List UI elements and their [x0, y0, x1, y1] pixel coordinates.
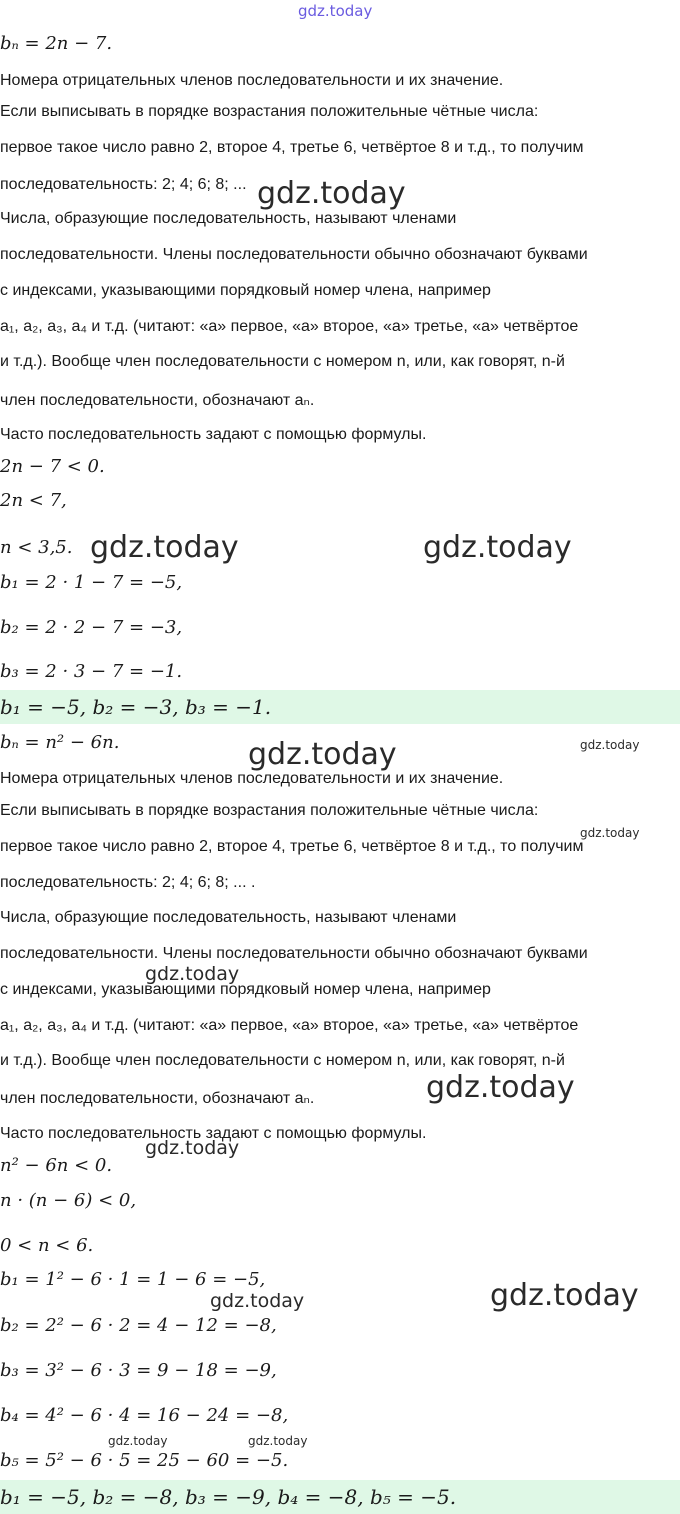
- part2-theory-line: последовательности. Члены последовательности обычно обозначают буквами: [0, 945, 588, 962]
- part2-step: b₃ = 3² − 6 · 3 = 9 − 18 = −9,: [0, 1360, 277, 1381]
- site-watermark: gdz.today: [580, 826, 640, 840]
- part1-answer: b₁ = −5, b₂ = −3, b₃ = −1.: [0, 690, 680, 724]
- part1-heading: Номера отрицательных членов последовательности и их значение.: [0, 72, 504, 89]
- part2-step: n² − 6n < 0.: [0, 1155, 113, 1176]
- part2-theory-line: Часто последовательность задают с помощью формулы.: [0, 1125, 427, 1142]
- site-watermark: gdz.today: [145, 963, 240, 985]
- part1-formula: bₙ = 2n − 7.: [0, 33, 113, 54]
- part1-theory-line: член последовательности, обозначают aₙ.: [0, 392, 315, 409]
- part2-theory-line: и т.д.). Вообще член последовательности с номером n, или, как говорят, n-й: [0, 1052, 565, 1069]
- part2-theory-line: a₁, a₂, a₃, a₄ и т.д. (читают: «a» первое, «a» второе, «a» третье, «a» четвёртое: [0, 1017, 579, 1034]
- part2-step: b₅ = 5² − 6 · 5 = 25 − 60 = −5.: [0, 1450, 289, 1471]
- site-watermark: gdz.today: [248, 737, 397, 772]
- site-watermark: gdz.today: [248, 1434, 308, 1448]
- part2-step: b₂ = 2² − 6 · 2 = 4 − 12 = −8,: [0, 1315, 277, 1336]
- part2-answer: b₁ = −5, b₂ = −8, b₃ = −9, b₄ = −8, b₅ = −5.: [0, 1480, 680, 1514]
- site-watermark: gdz.today: [145, 1137, 240, 1159]
- site-watermark: gdz.today: [257, 176, 406, 211]
- part1-step: n < 3,5.: [0, 537, 73, 558]
- part1-step: b₂ = 2 · 2 − 7 = −3,: [0, 617, 183, 638]
- part1-theory-line: a₁, a₂, a₃, a₄ и т.д. (читают: «a» первое, «a» второе, «a» третье, «a» четвёртое: [0, 318, 579, 335]
- part1-theory-line: последовательности. Члены последовательности обычно обозначают буквами: [0, 246, 588, 263]
- site-watermark: gdz.today: [423, 530, 572, 565]
- part2-theory-line: первое такое число равно 2, второе 4, третье 6, четвёртое 8 и т.д., то получим: [0, 838, 584, 855]
- site-watermark: gdz.today: [490, 1278, 639, 1313]
- part1-theory-line: Если выписывать в порядке возрастания положительные чётные числа:: [0, 103, 539, 120]
- part1-step: b₁ = 2 · 1 − 7 = −5,: [0, 572, 183, 593]
- site-watermark: gdz.today: [210, 1290, 305, 1312]
- part1-theory-line: с индексами, указывающими порядковый номер члена, например: [0, 282, 491, 299]
- part2-theory-line: член последовательности, обозначают aₙ.: [0, 1090, 315, 1107]
- part1-theory-line: Числа, образующие последовательность, называют членами: [0, 210, 457, 227]
- part2-step: n · (n − 6) < 0,: [0, 1190, 137, 1211]
- part1-step: 2n < 7,: [0, 490, 67, 511]
- part1-step: b₃ = 2 · 3 − 7 = −1.: [0, 661, 183, 682]
- part2-formula: bₙ = n² − 6n.: [0, 732, 120, 753]
- site-watermark: gdz.today: [426, 1070, 575, 1105]
- part1-theory-line: и т.д.). Вообще член последовательности с номером n, или, как говорят, n-й: [0, 353, 565, 370]
- site-watermark: gdz.today: [580, 738, 640, 752]
- part2-theory-line: Числа, образующие последовательность, называют членами: [0, 909, 457, 926]
- part1-theory-line: последовательность: 2; 4; 6; 8; ...: [0, 176, 247, 193]
- part2-step: b₁ = 1² − 6 · 1 = 1 − 6 = −5,: [0, 1269, 266, 1290]
- site-watermark-top: gdz.today: [298, 2, 373, 20]
- part1-step: 2n − 7 < 0.: [0, 456, 105, 477]
- site-watermark: gdz.today: [90, 530, 239, 565]
- part2-theory-line: последовательность: 2; 4; 6; 8; ... .: [0, 874, 256, 891]
- part1-theory-line: Часто последовательность задают с помощью формулы.: [0, 426, 427, 443]
- site-watermark: gdz.today: [108, 1434, 168, 1448]
- part2-step: b₄ = 4² − 6 · 4 = 16 − 24 = −8,: [0, 1405, 289, 1426]
- part2-step: 0 < n < 6.: [0, 1235, 94, 1256]
- part1-theory-line: первое такое число равно 2, второе 4, третье 6, четвёртое 8 и т.д., то получим: [0, 139, 584, 156]
- part2-theory-line: Если выписывать в порядке возрастания положительные чётные числа:: [0, 802, 539, 819]
- part2-theory-line: с индексами, указывающими порядковый номер члена, например: [0, 981, 491, 998]
- part2-heading: Номера отрицательных членов последовательности и их значение.: [0, 770, 504, 787]
